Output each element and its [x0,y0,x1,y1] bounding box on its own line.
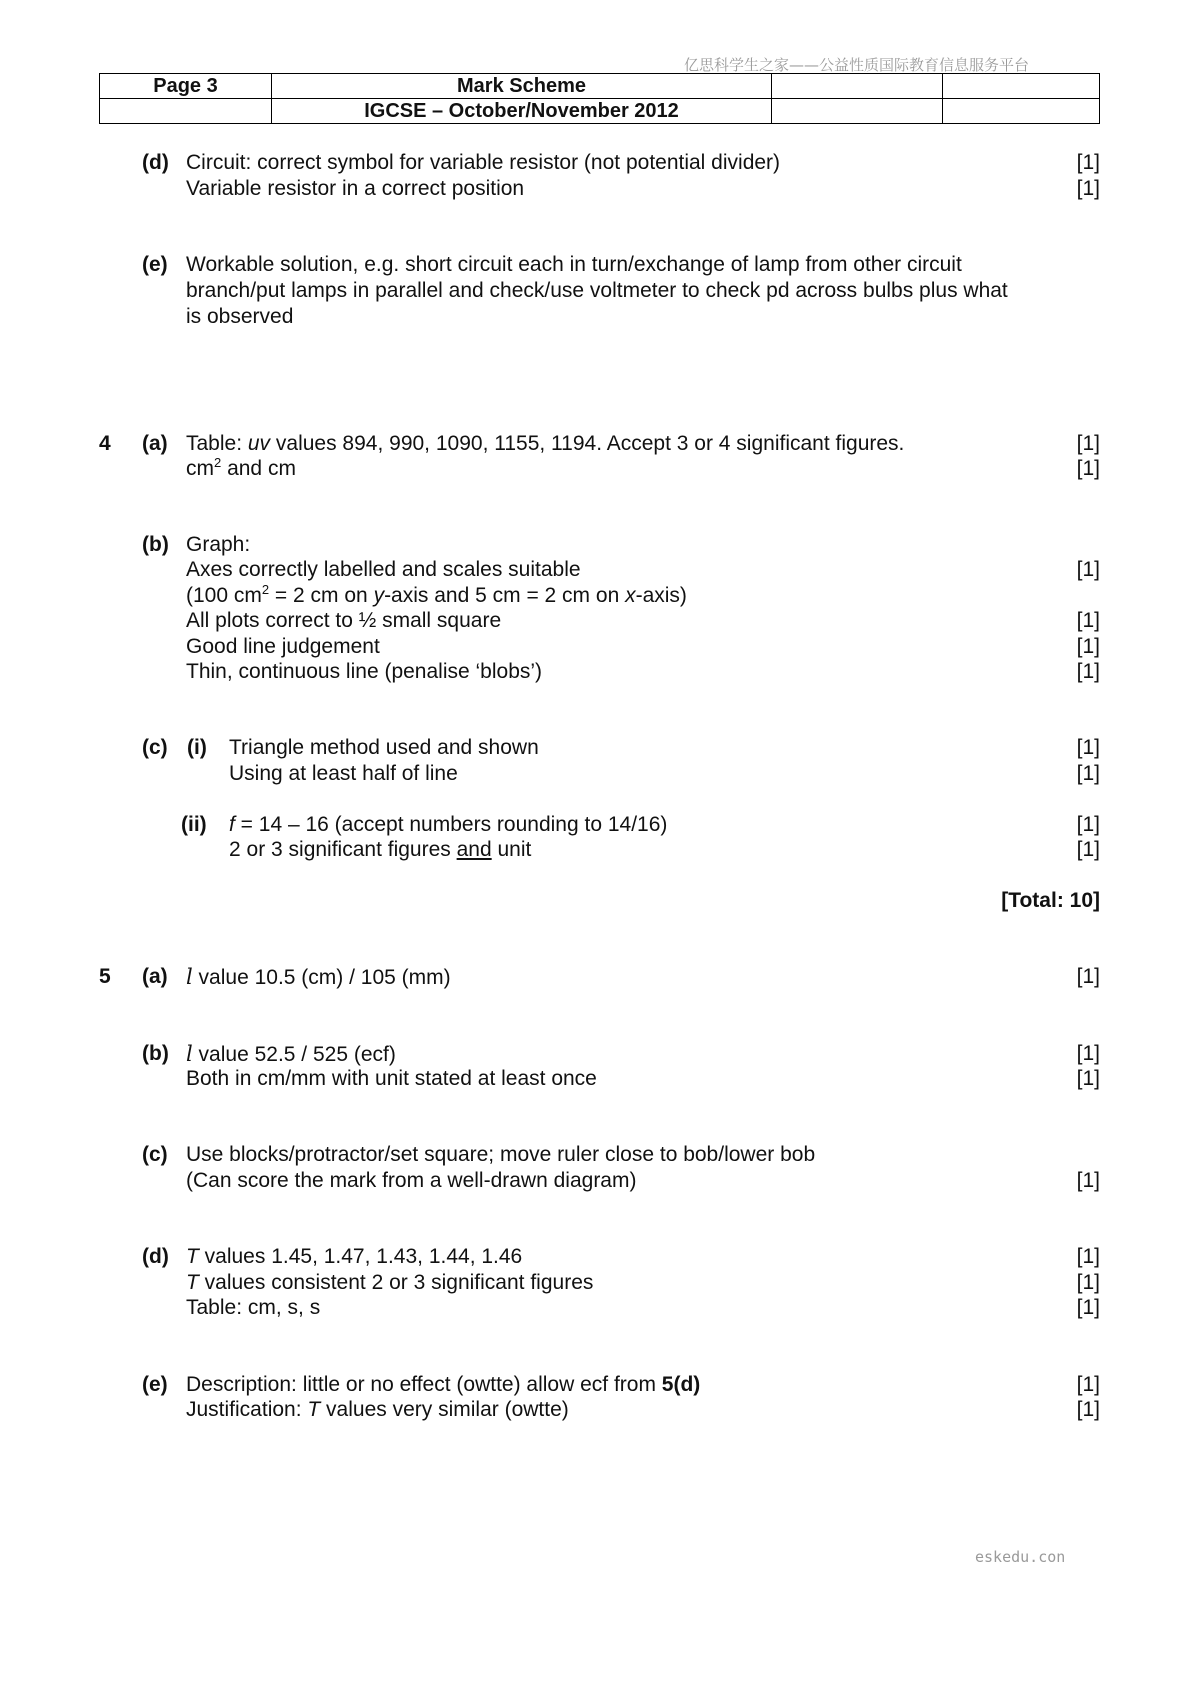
q4-c-ii-line-1: f = 14 – 16 (accept numbers rounding to 14/16) [229,813,668,836]
q4-b-line-2: Axes correctly labelled and scales suitable [186,558,581,581]
header-page: Page 3 [100,74,272,99]
mark: [1] [1076,457,1100,480]
q4-part-c-label: (c) [142,736,168,759]
q5-b-line-2: Both in cm/mm with unit stated at least once [186,1067,597,1090]
q3-d-line-2: Variable resistor in a correct position [186,177,525,200]
q4-b-line-5: Good line judgement [186,635,380,658]
mark: [1] [1076,1373,1100,1396]
q4-part-a-label: (a) [142,432,168,455]
q5-c-line-2: (Can score the mark from a well-drawn diagram) [186,1169,637,1192]
q5-a-line-1: l value 10.5 (cm) / 105 (mm) [186,965,451,989]
mark: [1] [1076,558,1100,581]
q5-d-line-2: T values consistent 2 or 3 significant figures [186,1271,594,1294]
q5-part-b-label: (b) [142,1042,169,1065]
mark: [1] [1076,1398,1100,1421]
q4-b-line-4: All plots correct to ½ small square [186,609,502,632]
mark: [1] [1076,1042,1100,1065]
q3-part-d-label: (d) [142,151,169,174]
header-empty-cell [100,99,272,124]
q5-c-line-1: Use blocks/protractor/set square; move ruler close to bob/lower bob [186,1143,816,1166]
header-empty-cell [772,99,943,124]
footer-watermark: eskedu.con [975,1548,1066,1566]
mark: [1] [1076,736,1100,759]
header-empty-cell [943,99,1100,124]
q3-part-e-label: (e) [142,253,168,276]
q3-e-line-2: branch/put lamps in parallel and check/use voltmeter to check pd across bulbs plus what [186,279,1008,302]
q5-part-c-label: (c) [142,1143,168,1166]
q4-c-i-line-1: Triangle method used and shown [229,736,539,759]
header-empty-cell [943,74,1100,99]
header-title: Mark Scheme [272,74,772,99]
question-number-4: 4 [99,432,111,455]
mark: [1] [1076,432,1100,455]
mark: [1] [1076,813,1100,836]
q4-c-sub-i-label: (i) [187,736,207,759]
q4-c-sub-ii-label: (ii) [181,813,207,836]
q4-a-line-2: $cm^2$ and cm [186,455,296,480]
q4-c-i-line-2: Using at least half of line [229,762,458,785]
q5-e-line-2: Justification: T values very similar (owtte) [186,1398,569,1421]
q4-c-ii-line-2: 2 or 3 significant figures and unit [229,838,532,861]
q4-total: [Total: 10] [1001,889,1100,912]
header-subtitle: IGCSE – October/November 2012 [272,99,772,124]
q5-part-a-label: (a) [142,965,168,988]
q3-d-line-1: Circuit: correct symbol for variable resistor (not potential divider) [186,151,781,174]
q5-d-line-3: Table: cm, s, s [186,1296,321,1319]
mark: [1] [1076,1067,1100,1090]
q5-part-d-label: (d) [142,1245,169,1268]
q4-a-line-1: Table: uv values 894, 990, 1090, 1155, 1194. Accept 3 or 4 significant figures. [186,432,905,455]
q5-b-line-1: l value 52.5 / 525 (ecf) [186,1042,396,1066]
q5-part-e-label: (e) [142,1373,168,1396]
mark: [1] [1076,1271,1100,1294]
mark: [1] [1076,660,1100,683]
mark: [1] [1076,965,1100,988]
watermark: 亿思科学生之家——公益性质国际教育信息服务平台 [684,56,1030,74]
q4-part-b-label: (b) [142,533,169,556]
question-number-5: 5 [99,965,111,988]
mark: [1] [1076,151,1100,174]
mark: [1] [1076,1245,1100,1268]
mark: [1] [1076,609,1100,632]
q4-b-line-6: Thin, continuous line (penalise ‘blobs’) [186,660,543,683]
mark: [1] [1076,838,1100,861]
mark: [1] [1076,762,1100,785]
q4-b-line-1: Graph: [186,533,251,556]
header-empty-cell [772,74,943,99]
q4-b-line-3: (100 $cm^2 = 2$ cm on y-axis and 5 cm = 2 cm on x-axis) [186,582,687,607]
q5-d-line-1: T values 1.45, 1.47, 1.43, 1.44, 1.46 [186,1245,523,1268]
mark: [1] [1076,1296,1100,1319]
q3-e-line-3: is observed [186,305,294,328]
q5-e-line-1: Description: little or no effect (owtte) allow ecf from 5(d) [186,1373,701,1396]
mark: [1] [1076,1169,1100,1192]
mark: [1] [1076,177,1100,200]
mark: [1] [1076,635,1100,658]
header-table [99,73,1100,124]
q3-e-line-1: Workable solution, e.g. short circuit each in turn/exchange of lamp from other circuit [186,253,962,276]
